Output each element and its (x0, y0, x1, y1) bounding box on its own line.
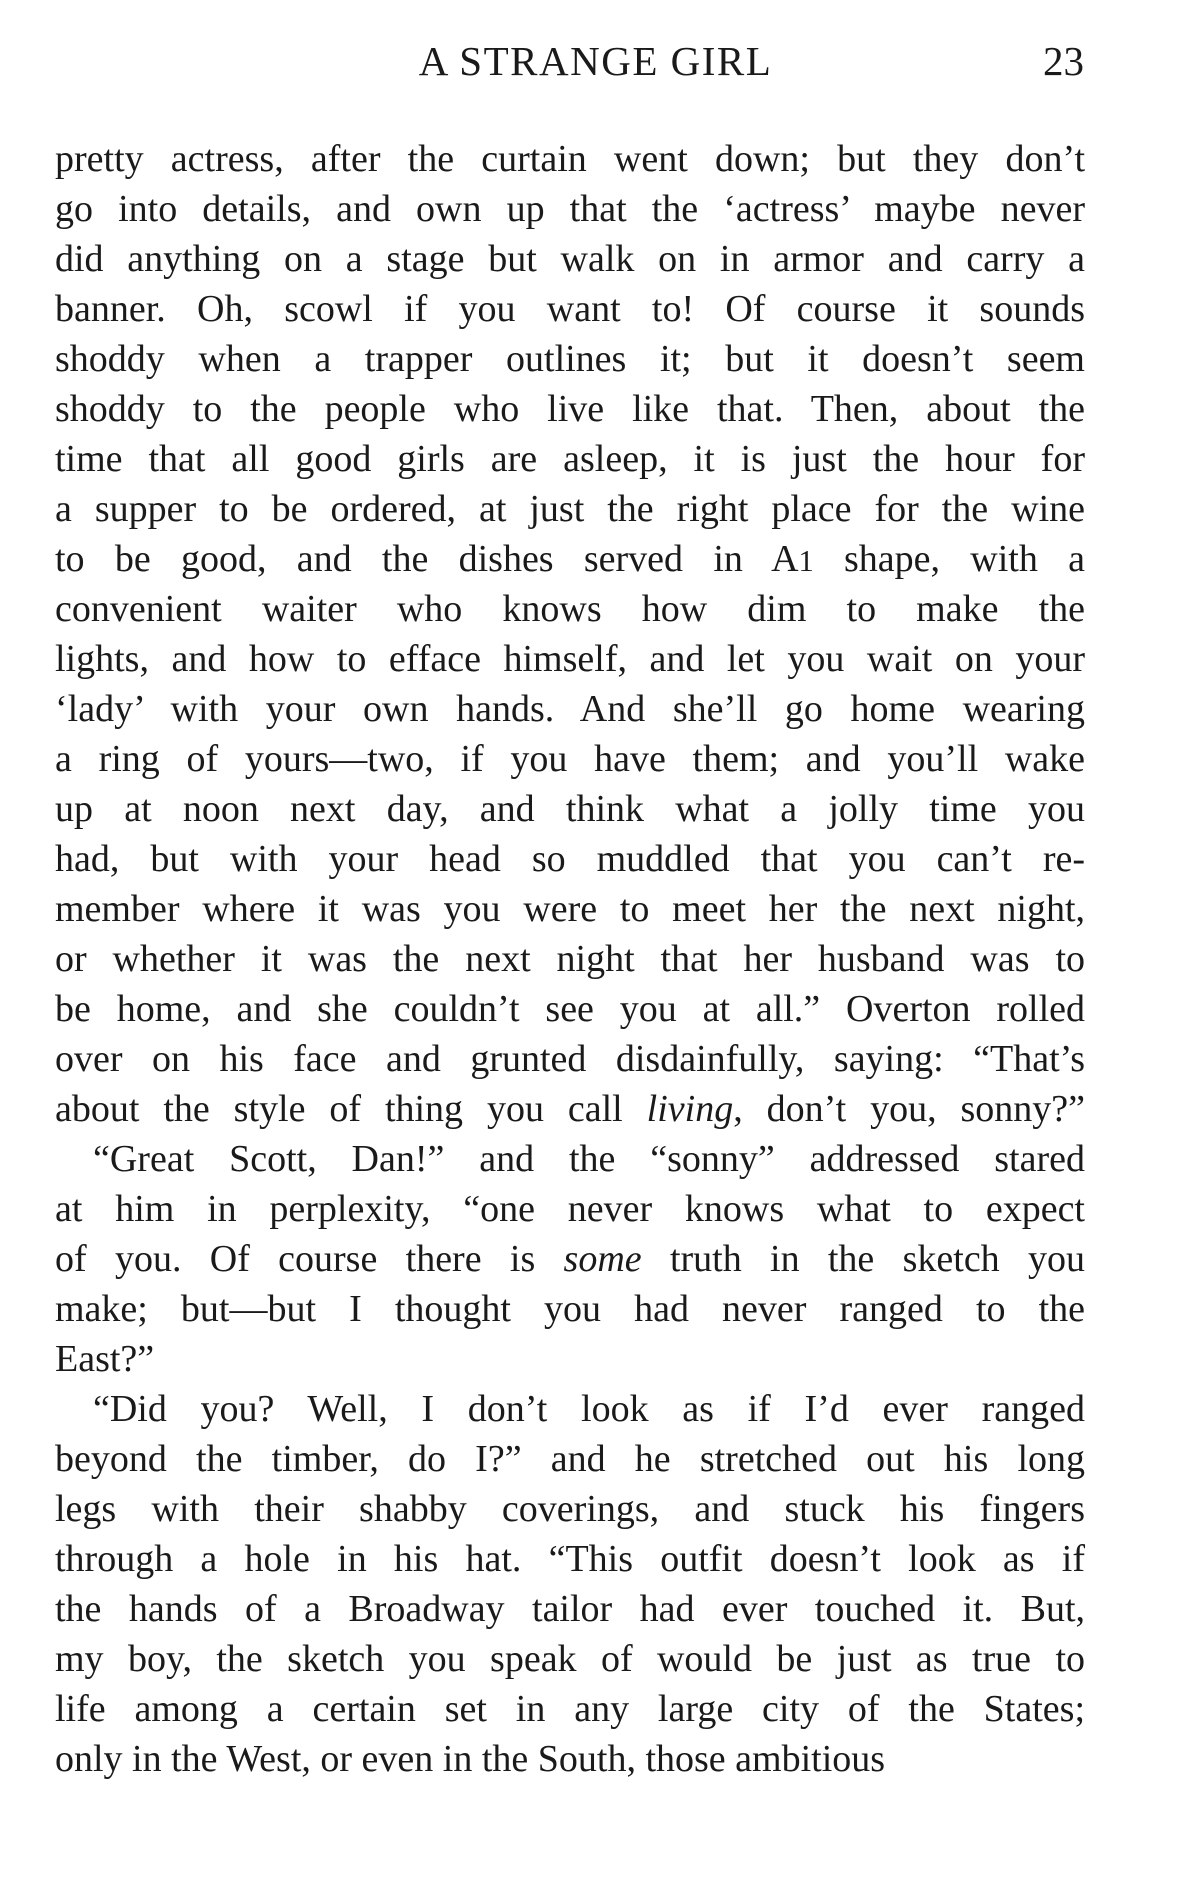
paragraph (55, 134, 1085, 1134)
emphasis: living (646, 1088, 734, 1130)
text-line: pretty actress, after the curtain went down; but they don’t (55, 138, 1085, 180)
text-line: about the style of thing you call living, don’t you, sonny?” (55, 1088, 1086, 1130)
emphasis: some (563, 1238, 642, 1280)
text-line: up at noon next day, and think what a jolly time you (55, 788, 1085, 830)
text-line: of you. Of course there is some truth in the sketch you (55, 1238, 1085, 1280)
text-line: or whether it was the next night that her husband was to (55, 938, 1085, 980)
text-line: make; but—but I thought you had never ranged to the (55, 1288, 1085, 1330)
text-line: banner. Oh, scowl if you want to! Of course it sounds (55, 288, 1085, 330)
text-line: legs with their shabby coverings, and stuck his fingers (55, 1488, 1085, 1530)
text-line: the hands of a Broadway tailor had ever touched it. But, (55, 1588, 1085, 1630)
text-line: did anything on a stage but walk on in armor and carry a (55, 238, 1085, 280)
text-line: to be good, and the dishes served in A1 shape, with a (55, 538, 1085, 580)
text-line: over on his face and grunted disdainfully, saying: “That’s (55, 1038, 1085, 1080)
text-line: through a hole in his hat. “This outfit doesn’t look as if (55, 1538, 1085, 1580)
text-line: a ring of yours—two, if you have them; and you’ll wake (55, 738, 1085, 780)
running-title: A STRANGE GIRL (418, 38, 773, 84)
text-line: be home, and she couldn’t see you at all.” Overton rolled (55, 988, 1085, 1030)
a1-numeral: 1 (798, 544, 814, 578)
text-line: a supper to be ordered, at just the right place for the wine (55, 488, 1085, 530)
body-text (55, 134, 1085, 1784)
text-line: time that all good girls are asleep, it is just the hour for (55, 438, 1085, 480)
text-line: at him in perplexity, “one never knows what to expect (55, 1188, 1085, 1230)
text-line: life among a certain set in any large city of the States; (55, 1688, 1085, 1730)
paragraph (55, 1134, 1085, 1384)
running-head (0, 36, 1191, 86)
text-line: East?” (55, 1338, 155, 1380)
text-line: ‘lady’ with your own hands. And she’ll go home wearing (55, 688, 1085, 730)
text-line: shoddy when a trapper outlines it; but it doesn’t seem (55, 338, 1085, 380)
text-line: only in the West, or even in the South, those ambitious (55, 1738, 886, 1780)
text-line: “Did you? Well, I don’t look as if I’d ever ranged (93, 1388, 1085, 1430)
page-number: 23 (1043, 38, 1084, 84)
text-line: go into details, and own up that the ‘actress’ maybe never (55, 188, 1085, 230)
text-line: had, but with your head so muddled that you can’t re- (55, 838, 1085, 880)
text-line: member where it was you were to meet her the next night, (55, 888, 1085, 930)
text-line: shoddy to the people who live like that. Then, about the (55, 388, 1085, 430)
text-line: lights, and how to efface himself, and let you wait on your (55, 638, 1085, 680)
text-line: my boy, the sketch you speak of would be just as true to (55, 1638, 1085, 1680)
text-line: beyond the timber, do I?” and he stretched out his long (55, 1438, 1085, 1480)
paragraph (55, 1384, 1085, 1784)
text-line: convenient waiter who knows how dim to make the (55, 588, 1085, 630)
text-line: “Great Scott, Dan!” and the “sonny” addressed stared (93, 1138, 1085, 1180)
